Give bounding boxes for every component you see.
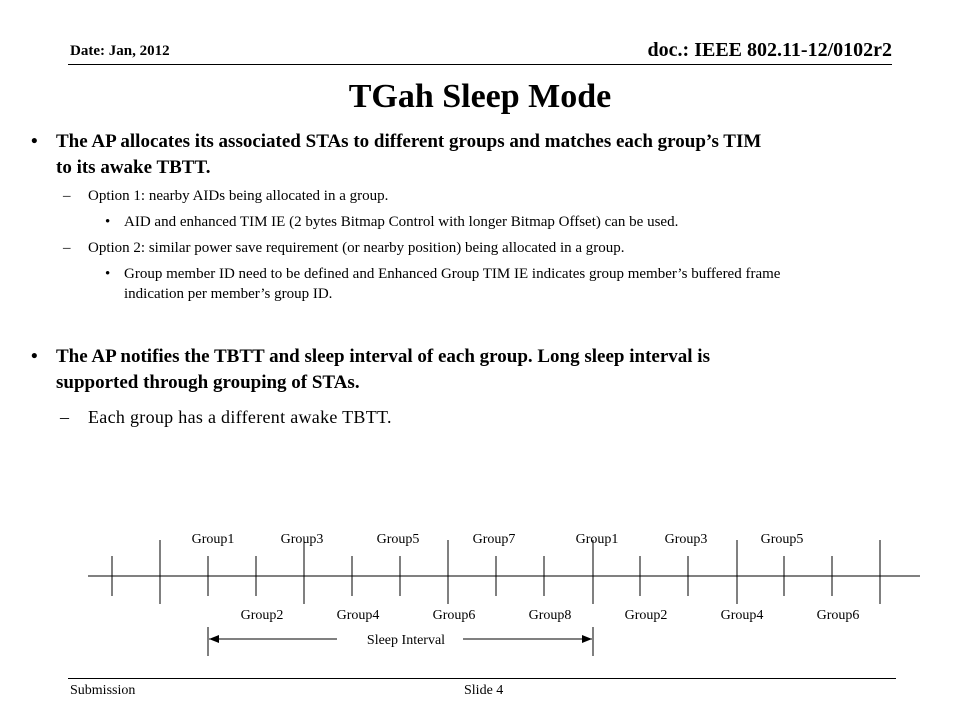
bottom-group-label: Group2: [240, 608, 284, 623]
footer-submission: Submission: [70, 683, 136, 698]
arrowhead-left-icon: [209, 635, 219, 643]
bottom-group-label: Group6: [816, 608, 860, 623]
bottom-group-label: Group4: [336, 608, 380, 623]
header-doc-id: doc.: IEEE 802.11-12/0102r2: [647, 39, 892, 61]
top-group-labels: [192, 532, 804, 547]
top-group-label: Group3: [280, 532, 324, 547]
dash-marker: –: [60, 407, 70, 427]
top-group-label: Group1: [191, 532, 235, 547]
arrowhead-right-icon: [582, 635, 592, 643]
sleep-interval-label: Sleep Interval: [366, 633, 446, 648]
bullet-dot: •: [105, 214, 111, 230]
bullet-2-line-2: supported through grouping of STAs.: [56, 372, 360, 393]
bottom-group-label: Group6: [432, 608, 476, 623]
footer-slide-number: Slide 4: [464, 683, 504, 698]
header-date: Date: Jan, 2012: [70, 43, 170, 59]
bullet-2-line-1: The AP notifies the TBTT and sleep interval of each group. Long sleep interval is: [56, 346, 710, 367]
dash-marker: –: [63, 240, 71, 256]
top-group-label: Group5: [376, 532, 420, 547]
footer-rule: [68, 678, 896, 679]
option-2-detail-line-1: Group member ID need to be defined and Enhanced Group TIM IE indicates group member’s buffered frame: [124, 266, 781, 282]
bullet-1-line-1: The AP allocates its associated STAs to different groups and matches each group’s TIM: [56, 131, 762, 152]
option-2-detail-line-2: indication per member’s group ID.: [124, 286, 333, 302]
timeline-ticks: [112, 540, 880, 604]
option-2-text: Option 2: similar power save requirement (or nearby position) being allocated in a group.: [88, 240, 625, 256]
bullet-dot: •: [105, 266, 111, 282]
bullet-dot: •: [31, 131, 38, 152]
top-group-label: Group1: [575, 532, 619, 547]
bullet-dot: •: [31, 346, 38, 367]
dash-marker: –: [63, 188, 71, 204]
top-group-label: Group3: [664, 532, 708, 547]
bullet-2-sub-text: Each group has a different awake TBTT.: [88, 407, 392, 427]
option-1-text: Option 1: nearby AIDs being allocated in a group.: [88, 188, 389, 204]
bullet-1-line-2: to its awake TBTT.: [56, 157, 211, 178]
bottom-group-label: Group4: [720, 608, 764, 623]
bottom-group-label: Group2: [624, 608, 668, 623]
top-group-label: Group5: [760, 532, 804, 547]
option-1-detail-text: AID and enhanced TIM IE (2 bytes Bitmap Control with longer Bitmap Offset) can be used.: [124, 214, 679, 230]
bottom-group-labels: [241, 608, 860, 623]
slide-title: TGah Sleep Mode: [348, 78, 612, 115]
top-group-label: Group7: [472, 532, 516, 547]
bottom-group-label: Group8: [528, 608, 572, 623]
